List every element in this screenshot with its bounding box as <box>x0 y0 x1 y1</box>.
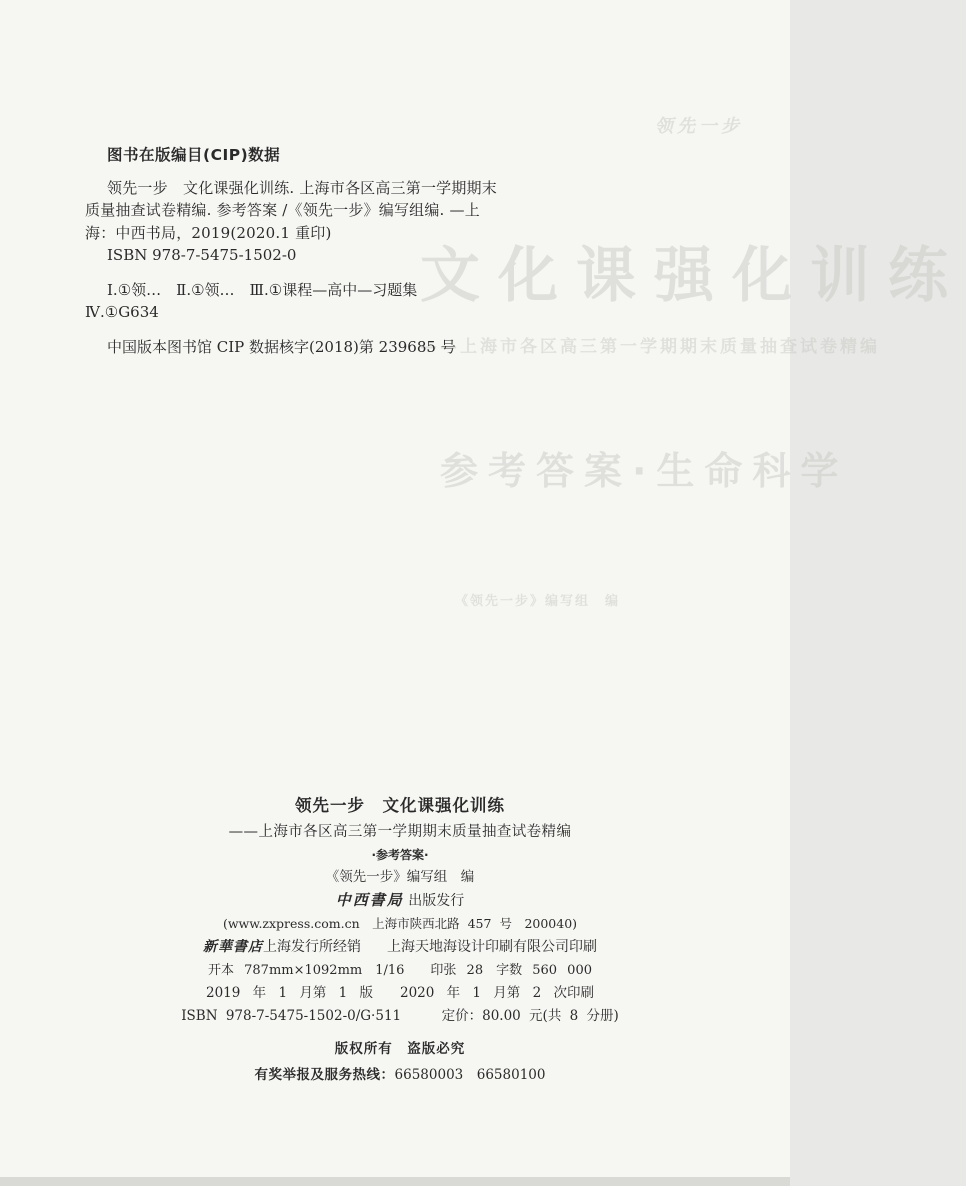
imprint-isbn-price: ISBN 978-7-5475-1502-0/G·511 定价：80.00 元(共 8 分册) <box>181 1008 619 1024</box>
publisher-suffix: 出版发行 <box>408 893 465 909</box>
cip-check-number: 中国版本图书馆 CIP 数据核字(2018)第 239685 号 <box>107 337 456 356</box>
hotline-label: 有奖举报及服务热线： <box>254 1067 395 1083</box>
imprint-hotline <box>110 1064 690 1086</box>
imprint-distribution <box>110 935 690 959</box>
cip-gap <box>85 267 505 279</box>
hotline-numbers: 66580003 66580100 <box>394 1067 546 1083</box>
imprint-edition: 2019 年 1 月第 1 版 2020 年 1 月第 2 次印刷 <box>206 985 594 1001</box>
distributor-suffix: 上海发行所经销 <box>263 939 361 955</box>
imprint-subtitle: ——上海市各区高三第一学期期末质量抽查试卷精编 <box>228 824 572 840</box>
cip-description: 领先一步 文化课强化训练. 上海市各区高三第一学期期末质量抽查试卷精编. 参考答案 /《领先一步》编写组编. —上海：中西书局，2019(2020.1 重印) <box>85 178 497 242</box>
imprint-address: (www.zxpress.com.cn 上海市陕西北路 457 号 200040) <box>222 916 578 931</box>
imprint-format: 开本 787mm×1092mm 1/16 印张 28 字数 560 000 <box>208 963 592 978</box>
bleed-text-title: 文化课强化训练 <box>420 241 966 311</box>
printer-name: 上海天地海设计印刷有限公司印刷 <box>387 939 597 955</box>
imprint-title: 领先一步 文化课强化训练 <box>295 796 505 815</box>
imprint-answer-label: ·参考答案· <box>371 848 429 862</box>
imprint-editor: 《领先一步》编写组 编 <box>325 869 475 885</box>
publisher-logo: 中西書局 <box>335 891 404 909</box>
bleed-text-editor: 《领先一步》编写组 编 <box>455 594 621 609</box>
page-bottom-edge <box>0 1177 790 1186</box>
bleed-text-top-right: 领先一步 <box>655 116 743 137</box>
bleed-text-answer: 参考答案·生命科学 <box>440 449 849 493</box>
bleed-text-subtitle: ——上海市各区高三第一学期期末质量抽查试卷精编 <box>420 337 880 357</box>
cip-title: 图书在版编目(CIP)数据 <box>107 146 281 164</box>
imprint-publisher <box>110 888 690 913</box>
cip-classification-2: Ⅳ.①G634 <box>85 303 159 321</box>
imprint-rights: 版权所有 盗版必究 <box>334 1041 466 1057</box>
imprint-block <box>110 792 690 1086</box>
cip-isbn: ISBN 978-7-5475-1502-0 <box>107 246 297 264</box>
cip-classification-1: Ⅰ.①领… Ⅱ.①领… Ⅲ.①课程—高中—习题集 <box>107 280 418 299</box>
distributor-logo: 新華書店 <box>203 939 263 955</box>
cip-block <box>85 144 505 358</box>
